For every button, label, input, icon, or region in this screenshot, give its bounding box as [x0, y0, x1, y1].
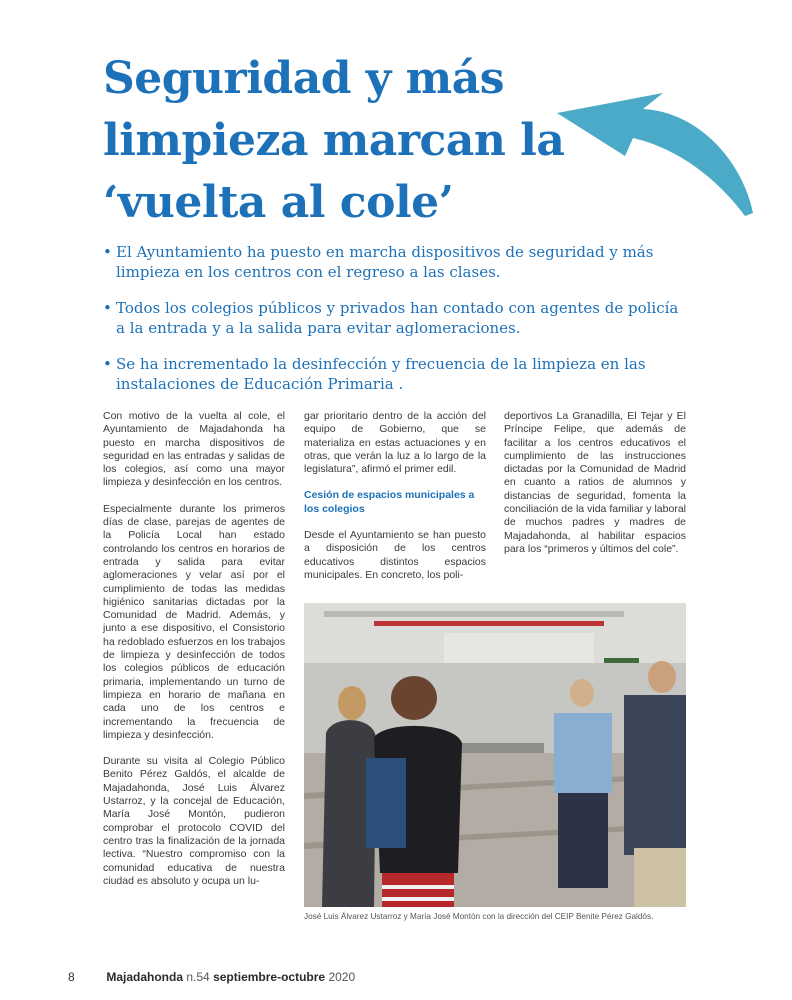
summary-bullet: [103, 354, 683, 394]
page-number: 8: [68, 970, 75, 984]
bullet-dot-icon: •: [103, 355, 112, 373]
summary-bullet-text: Todos los colegios públicos y privados han contado con agentes de policía a la entrada y a la salida para evitar aglomeraciones.: [116, 299, 679, 337]
body-paragraph: Desde el Ayuntamiento se han puesto a disposición de los centros educativos distintos espacios municipales. En concreto, los poli-: [304, 529, 486, 581]
body-column-3: [504, 410, 686, 569]
summary-bullet-text: Se ha incrementado la desinfección y frecuencia de la limpieza en las instalaciones de Educación Primaria .: [116, 355, 646, 393]
summary-bullet: [103, 298, 683, 338]
body-column-1: [103, 410, 285, 901]
body-column-2: [304, 410, 486, 595]
page-footer: [68, 970, 355, 984]
bullet-dot-icon: •: [103, 299, 112, 317]
summary-bullets: [103, 242, 683, 410]
body-paragraph: Durante su visita al Colegio Público Benito Pérez Galdós, el alcalde de Majadahonda, José Luis Álvarez Ustarroz, y la concejal de Educación, María José Montón, pudieron comprobar el protocolo COVID del centro tras la finalización de la jornada lectiva. “Nuestro compromiso con la comunidad educativa de nuestra ciudad es absoluto y ocupa un lu-: [103, 755, 285, 887]
issue-year: 2020: [328, 970, 356, 984]
body-paragraph: gar prioritario dentro de la acción del equipo de Gobierno, que se materializa en estas actuaciones y en otras, que verán la luz a lo largo de la legislatura”, afirmó el primer edil.: [304, 410, 486, 476]
summary-bullet-text: El Ayuntamiento ha puesto en marcha dispositivos de seguridad y más limpieza en los centros con el regreso a las clases.: [116, 243, 654, 281]
bullet-dot-icon: •: [103, 243, 112, 261]
photo-illustration: [304, 603, 686, 907]
issue-period: septiembre-octubre: [213, 970, 326, 984]
body-paragraph: Especialmente durante los primeros días de clase, parejas de agentes de la Policía Local han estado controlando los centros en horarios de entrada y salida para evitar aglomeraciones y velar así por el cumplimiento de todas las medidas higiénico sanitarias dictadas por la Comunidad de Madrid. Además, y junto a ese dispositivo, el Consistorio ha redoblado esfuerzos en los trabajos de limpieza y desinfección de todos los colegios públicos de educación primaria, implementando un turno de limpieza en horario de mañana en cada uno de los centros e incrementando la frecuencia de limpieza y desinfección.: [103, 502, 285, 741]
body-paragraph: deportivos La Granadilla, El Tejar y El Príncipe Felipe, que además de facilitar a los centros educativos el cumplimiento de las instrucciones dictadas por la Comunidad de Madrid en cuanto a ratios de alumnos y distancias de seguridad, fomenta la conciliación de la vida familiar y laboral de muchos padres y madres de Majadahonda, al habilitar espacios para los “primeros y últimos del cole”.: [504, 410, 686, 555]
issue-number: n.54: [186, 970, 210, 984]
article-title: Seguridad y más limpieza marcan la ‘vuelta al cole’: [103, 53, 565, 228]
summary-bullet: [103, 242, 683, 282]
magazine-name: Majadahonda: [106, 970, 184, 984]
section-heading: Cesión de espacios municipales a los colegios: [304, 489, 475, 515]
photo-caption: José Luis Álvarez Ustarroz y María José Montón con la dirección del CEIP Benite Pérez Galdós.: [304, 912, 654, 921]
arrow-graphic: [545, 88, 755, 223]
body-paragraph: Con motivo de la vuelta al cole, el Ayuntamiento de Majadahonda ha puesto en marcha dispositivos de seguridad en las entradas y salidas de los colegios, así como una mayor limpieza y desinfección en los centros.: [103, 410, 285, 489]
article-photo: [304, 603, 686, 907]
